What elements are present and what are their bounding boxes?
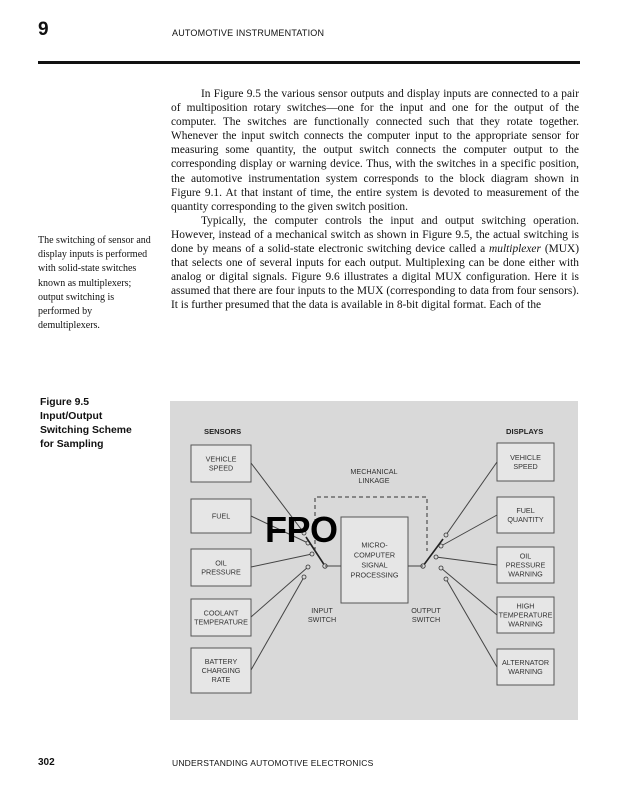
sensor-label: COOLANT TEMPERATURE <box>194 608 248 627</box>
switch-contact <box>439 566 443 570</box>
input-switch-label: INPUT SWITCH <box>307 606 337 624</box>
body-paragraph-1: In Figure 9.5 the various sensor outputs and display inputs are connected to a pair of multiposition rotary switches—one for the input and one for the output of the computer. The switches are functionally connected such that they rotate together. Whenever the input switch connects the computer input to the appropriate sensor for measuring some quantity, the output switch connects the computer output to the corresponding display or warning device. Thus, with the switches in a specific position, the automotive instrumentation system corresponds to the block diagram shown in Figure 9.1. At that instant of time, the entire system is devoted to measurement of the quantity corresponding to the given switch position. <box>171 88 579 213</box>
switch-contact <box>444 577 448 581</box>
mechanical-linkage-label: MECHANICAL LINKAGE <box>350 467 398 485</box>
sensor-wire <box>251 567 308 617</box>
figure-number: Figure 9.5 <box>40 397 90 408</box>
figure-title-line-3: for Sampling <box>40 439 104 450</box>
figure-diagram <box>170 401 578 720</box>
display-label: FUEL QUANTITY <box>507 506 544 524</box>
displays-heading: DISPLAYS <box>506 427 544 436</box>
margin-note: The switching of sensor and display inputs is performed with solid-state switches known as multiplexers; output switching is performed by demultiplexers. <box>38 235 151 332</box>
switch-contact <box>444 533 448 537</box>
paragraph-2-after: (MUX) that selects one of several inputs for each output. Multiplexing can be done either with analog or digital signals. Figure 9.6 illustrates a digital MUX configuration. Here it is assumed that there are four inputs to the MUX (corresponding to data from four sensors). It is further presumed that the data is available in 8-bit digital format. Each of the <box>171 243 579 312</box>
figure-caption <box>40 396 158 452</box>
sensors-heading: SENSORS <box>204 427 242 436</box>
sensor-label: BATTERY CHARGING RATE <box>201 657 241 684</box>
switch-contact <box>302 575 306 579</box>
switching-diagram <box>170 401 578 720</box>
display-wire <box>441 568 497 615</box>
display-wire <box>436 557 497 565</box>
display-label: HIGH TEMPERATURE WARNING <box>498 601 553 629</box>
body-paragraph-2 <box>171 214 579 313</box>
display-label: VEHICLE SPEED <box>510 453 541 471</box>
figure-title-line-2: Switching Scheme <box>40 425 132 436</box>
output-switch-wiper <box>423 539 443 566</box>
microcomputer-label: MICRO-COMPUTER SIGNAL PROCESSING <box>350 540 399 580</box>
sensor-wire <box>251 554 312 567</box>
display-wire <box>446 462 497 535</box>
display-wire <box>446 579 497 667</box>
running-footer: UNDERSTANDING AUTOMOTIVE ELECTRONICS <box>172 758 374 768</box>
sensor-label: FUEL <box>211 511 231 521</box>
output-switch-label: OUTPUT SWITCH <box>411 606 441 624</box>
switch-contact <box>434 555 438 559</box>
sensor-wire <box>251 577 304 670</box>
multiplexer-term: multiplexer <box>489 243 541 256</box>
display-label: ALTERNATOR WARNING <box>501 658 550 676</box>
display-label: OIL PRESSURE WARNING <box>505 551 546 579</box>
switch-contact <box>306 565 310 569</box>
sensor-label: OIL PRESSURE <box>201 558 241 577</box>
switch-contact <box>310 552 314 556</box>
fpo-placeholder: FPO <box>265 509 338 550</box>
header-rule <box>38 61 580 64</box>
chapter-number: 9 <box>38 19 49 40</box>
sensor-label: VEHICLE SPEED <box>205 454 237 473</box>
figure-title-line-1: Input/Output <box>40 411 103 422</box>
page-number: 302 <box>38 757 55 768</box>
paragraph-2-before: Typically, the computer controls the input and output switching operation. However, instead of a mechanical switch as shown in Figure 9.5, the actual switching is done by means of a solid-state electronic switching device called a <box>171 214 579 256</box>
running-header: AUTOMOTIVE INSTRUMENTATION <box>172 28 325 38</box>
body-text <box>171 87 579 313</box>
